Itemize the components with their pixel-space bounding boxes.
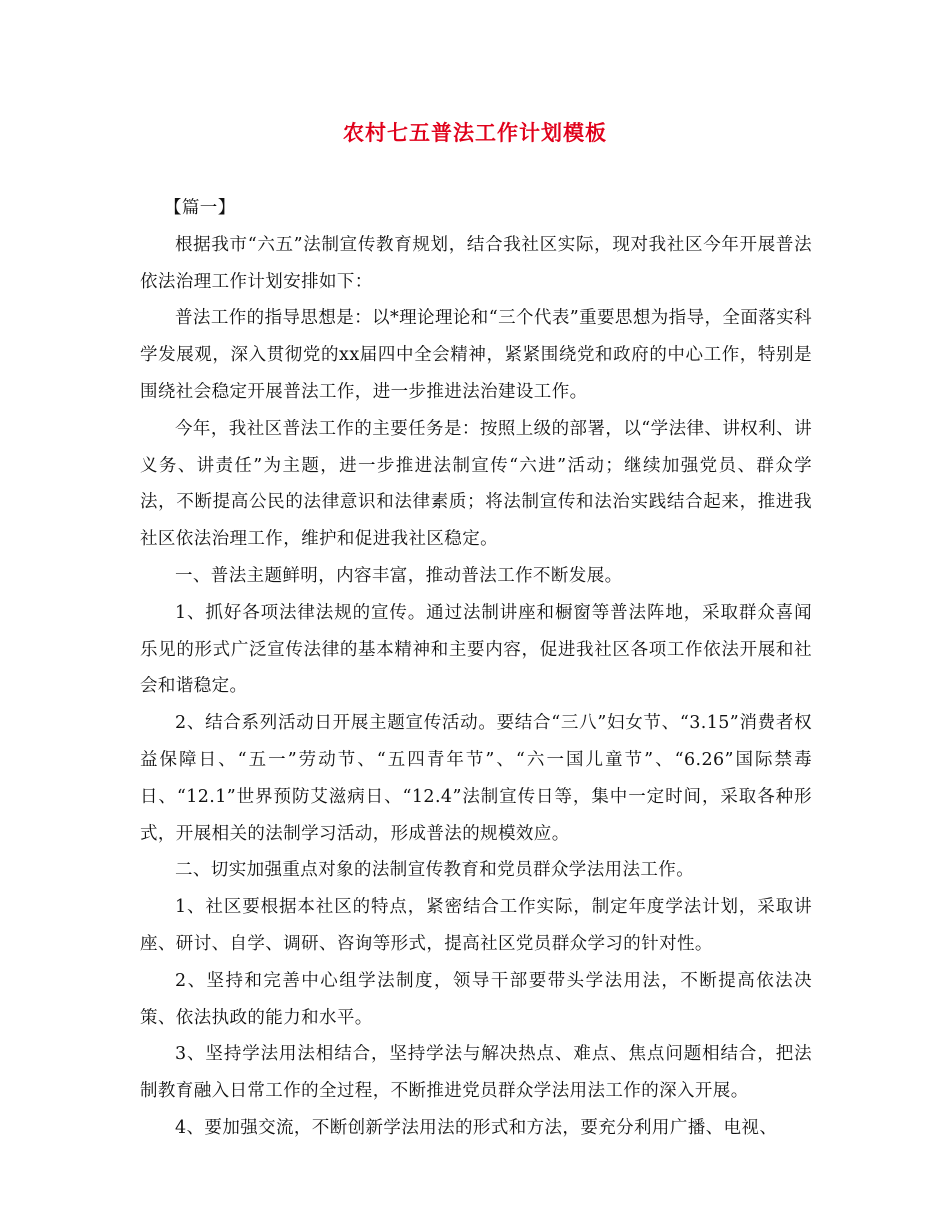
heading-section-one: 一、普法主题鲜明，内容丰富，推动普法工作不断发展。 [175,565,623,586]
paragraph-item-2-2: 2、坚持和完善中心组学法制度，领导干部要带头学法用法，不断提高依法决策、依法执政的能力和水平。 [140,970,812,1028]
paragraph-item-2-1: 1、社区要根据本社区的特点，紧密结合工作实际，制定年度学法计划，采取讲座、研讨、自学、调研、咨询等形式，提高社区党员群众学习的针对性。 [140,897,812,954]
paragraph-item-1-2: 2、结合系列活动日开展主题宣传活动。要结合“三八”妇女节、“3.15”消费者权益保障日、“五一”劳动节、“五四青年节”、“六一国儿童节”、“6.26”国际禁毒日、“12.1”世界预防艾滋病日、“12.4”法制宣传日等，集中一定时间，采取各种形式，开展相关的法制学习活动，形成普法的规模效应。 [140,713,812,844]
paragraph-item-2-4: 4、要加强交流，不断创新学法用法的形式和方法，要充分利用广播、电视、 [175,1117,778,1138]
paragraph-intro: 根据我市“六五”法制宣传教育规划，结合我社区实际，现对我社区今年开展普法依法治理工作计划安排如下： [140,234,812,292]
paragraph-item-2-3: 3、坚持学法用法相结合，坚持学法与解决热点、难点、焦点问题相结合，把法制教育融入日常工作的全过程，不断推进党员群众学法用法工作的深入开展。 [140,1044,812,1102]
heading-section-two: 二、切实加强重点对象的法制宣传教育和党员群众学法用法工作。 [175,860,695,881]
section-label: 【篇一】 [164,198,236,218]
paragraph-item-1-1: 1、抓好各项法律法规的宣传。通过法制讲座和橱窗等普法阵地，采取群众喜闻乐见的形式广泛宣传法律的基本精神和主要内容，促进我社区各项工作依法开展和社会和谐稳定。 [140,602,812,697]
document-title: 农村七五普法工作计划模板 [343,120,607,145]
paragraph-main-tasks: 今年，我社区普法工作的主要任务是：按照上级的部署，以“学法律、讲权利、讲义务、讲责任”为主题，进一步推进法制宣传“六进”活动；继续加强党员、群众学法，不断提高公民的法律意识和法律素质；将法制宣传和法治实践结合起来，推进我社区依法治理工作，维护和促进我社区稳定。 [140,418,812,550]
paragraph-guiding-thought: 普法工作的指导思想是：以*理论理论和“三个代表”重要思想为指导，全面落实科学发展观，深入贯彻党的xx届四中全会精神，紧紧围绕党和政府的中心工作，特别是围绕社会稳定开展普法工作，进一步推进法治建设工作。 [140,308,812,402]
document-body [140,190,812,1147]
